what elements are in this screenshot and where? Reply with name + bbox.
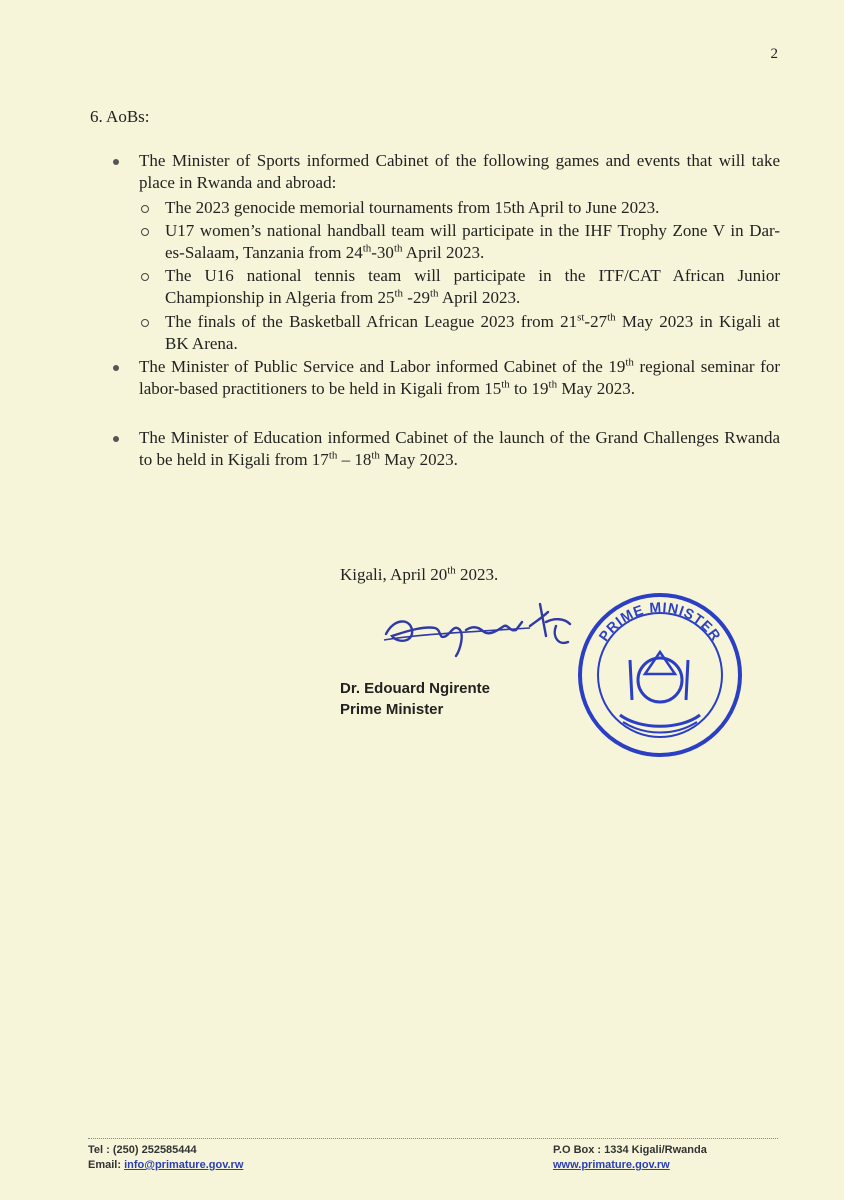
footer-contact: [88, 1143, 243, 1173]
footer-po-box: P.O Box : 1334 Kigali/Rwanda: [553, 1144, 707, 1156]
signer-block: [340, 678, 490, 720]
signer-title: Prime Minister: [340, 701, 444, 718]
footer-address: [553, 1143, 707, 1173]
sub-item-text: The finals of the Basketball African League 2023 from 21st-27th May 2023 in Kigali at BK Arena.: [165, 311, 780, 353]
footer-divider: [88, 1138, 778, 1139]
bullet-text: The Minister of Education informed Cabinet of the launch of the Grand Challenges Rwanda to be held in Kigali from 17th – 18th May 2023.: [139, 428, 780, 469]
bullet-text: The Minister of Sports informed Cabinet of the following games and events that will take place in Rwanda and abroad:: [139, 151, 780, 192]
footer-tel: Tel : (250) 252585444: [88, 1144, 197, 1156]
sub-item-text: The 2023 genocide memorial tournaments from 15th April to June 2023.: [165, 198, 660, 217]
email-link[interactable]: info@primature.gov.rw: [124, 1159, 244, 1171]
official-seal: [575, 590, 745, 760]
svg-text:PRIME MINISTER: [595, 599, 724, 644]
seal-text: PRIME MINISTER: [595, 598, 725, 645]
signer-name: Dr. Edouard Ngirente: [340, 680, 491, 697]
website-link[interactable]: www.primature.gov.rw: [553, 1159, 670, 1171]
bullet-text: The Minister of Public Service and Labor informed Cabinet of the 19th regional seminar for labor-based practitioners to be held in Kigali from 15th to 19th May 2023.: [139, 356, 780, 398]
sub-item-text: The U16 national tennis team will participate in the ITF/CAT African Junior Championship in Algeria from 25th -29th April 2023.: [165, 266, 780, 307]
page-number: 2: [770, 46, 778, 62]
place-and-date: Kigali, April 20th 2023.: [340, 564, 499, 584]
footer-email-row: Email: info@primature.gov.rw: [88, 1159, 244, 1171]
sub-item-text: U17 women’s national handball team will participate in the IHF Trophy Zone V in Dar-es-Salaam, Tanzania from 24th-30th April 2023.: [165, 221, 780, 262]
signature-image: [380, 596, 580, 666]
section-heading: 6. AoBs:: [90, 107, 150, 126]
